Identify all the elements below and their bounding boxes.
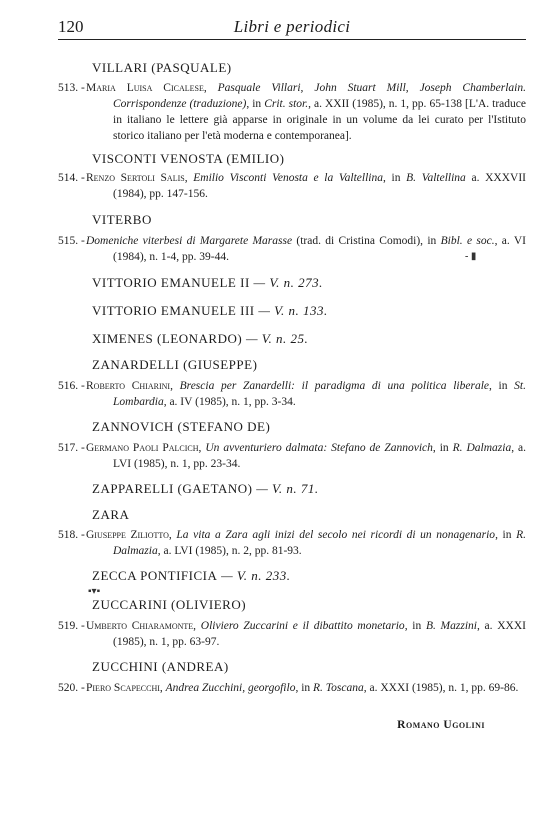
entry-number: 519. - xyxy=(58,620,85,632)
cross-reference: — V. n. 233. xyxy=(217,568,291,583)
cross-ref-heading xyxy=(92,275,323,291)
entry-number: 514. - xyxy=(58,172,85,184)
entry-journal: R. Toscana xyxy=(313,682,364,694)
bibliography-entry xyxy=(58,440,526,472)
entry-title: Andrea Zucchini, georgofilo xyxy=(165,682,296,694)
entry-journal: Crit. stor. xyxy=(264,98,309,110)
cross-reference: — V. n. 273. xyxy=(249,275,323,290)
section-heading: ZARA xyxy=(92,507,130,522)
bibliography-entry xyxy=(58,618,526,650)
entry-pub-prefix: , in xyxy=(495,529,517,541)
cross-reference: — V. n. 133. xyxy=(254,303,328,318)
cross-ref-heading xyxy=(92,481,319,497)
section-heading: ZANNOVICH (STEFANO DE) xyxy=(92,419,271,434)
entry-author: Umberto Chiaramonte xyxy=(86,620,194,632)
ink-mark: ▪▾▪ xyxy=(88,586,101,597)
heading-text: ZECCA PONTIFICIA xyxy=(92,568,218,583)
entry-number: 513. - xyxy=(58,82,85,94)
entry-body: Giuseppe Ziliotto, La vita a Zara agli inizi del secolo nei ricordi di un nonagenario, in R. Dalmazia, a. LVI (1985), n. 2, pp. 81-93. xyxy=(86,529,526,557)
entry-pub-prefix: , in xyxy=(404,620,426,632)
entry-details: , a. LVI (1985), n. 1, pp. 23-34. xyxy=(113,442,527,470)
entry-author: Roberto Chiarini xyxy=(86,380,171,392)
author-signature: Romano Ugolini xyxy=(397,719,485,731)
entry-journal: St. Lombardia xyxy=(113,380,526,408)
entry-author: Germano Paoli Palcich xyxy=(86,442,199,454)
entry-body: Umberto Chiaramonte, Oliviero Zuccarini e il dibattito monetario, in B. Mazzini, a. XXXI (1985), n. 1, pp. 63-97. xyxy=(86,620,526,648)
bibliography-entry xyxy=(58,170,526,202)
entry-author: Renzo Sertoli Salis xyxy=(86,172,185,184)
entry-title: La vita a Zara agli inizi del secolo nei ricordi di un nonagenario xyxy=(176,529,496,541)
entry-journal: Bibl. e soc. xyxy=(440,235,495,247)
entry-pub-prefix: , in xyxy=(489,380,515,392)
bibliography-entry xyxy=(58,80,526,144)
entry-title: Oliviero Zuccarini e il dibattito monetario xyxy=(200,620,405,632)
entry-author: Giuseppe Ziliotto xyxy=(86,529,169,541)
entry-journal: R. Dalmazia xyxy=(113,529,526,557)
running-title: Libri e periodici xyxy=(233,17,351,36)
entry-title: Pasquale Villari, John Stuart Mill, Joseph Chamberlain. Corrispondenze (traduzione) xyxy=(113,82,526,110)
section-heading: VISCONTI VENOSTA (EMILIO) xyxy=(92,151,285,166)
bibliography-entry xyxy=(58,680,526,696)
entry-details: , a. XXXI (1985), n. 1, pp. 69-86. xyxy=(363,682,519,694)
cross-reference: — V. n. 71. xyxy=(252,481,319,496)
entry-body: Maria Luisa Cicalese, Pasquale Villari, John Stuart Mill, Joseph Chamberlain. Corrispondenze (traduzione), in Crit. stor., a. XXII (1985), n. 1, pp. 65-138 [L'A. traduce in italiano le lettere già apparse in originale in un volume da lei curato per l'Istituto storico italiano per l'età moderna e contemporanea]. xyxy=(86,82,526,142)
entry-title: Brescia per Zanardelli: il paradigma di una politica liberale xyxy=(179,380,489,392)
cross-ref-heading xyxy=(92,568,290,584)
entry-number: 518. - xyxy=(58,529,85,541)
cross-reference: — V. n. 25. xyxy=(242,331,309,346)
entry-body: Roberto Chiarini, Brescia per Zanardelli: il paradigma di una politica liberale, in St. Lombardia, a. IV (1985), n. 1, pp. 3-34. xyxy=(86,380,526,408)
bibliography-entry xyxy=(58,378,526,410)
section-heading: ZUCCARINI (OLIVIERO) xyxy=(92,597,247,612)
bibliography-entry xyxy=(58,233,526,265)
entry-title: Emilio Visconti Venosta e la Valtellina xyxy=(193,172,383,184)
entry-body: Germano Paoli Palcich, Un avventuriero dalmata: Stefano de Zannovich, in R. Dalmazia, a. LVI (1985), n. 1, pp. 23-34. xyxy=(86,442,527,470)
section-heading: ZANARDELLI (GIUSEPPE) xyxy=(92,357,258,372)
entry-details: , a. XXII (1985), n. 1, pp. 65-138 [L'A. traduce in italiano le lettere già apparse in originale in un volume da lei curato per l'Istituto storico italiano per l'età moderna e contemporanea]. xyxy=(113,98,526,142)
entry-pub-prefix: , in xyxy=(432,442,453,454)
section-heading: VITERBO xyxy=(92,212,152,227)
entry-details: , a. VI (1984), n. 1-4, pp. 39-44. xyxy=(113,235,526,263)
entry-title: Un avventuriero dalmata: Stefano de Zannovich xyxy=(205,442,433,454)
entry-pub-prefix: , in xyxy=(295,682,314,694)
entry-details: , a. XXXI (1985), n. 1, pp. 63-97. xyxy=(113,620,526,648)
section-heading: ZUCCHINI (ANDREA) xyxy=(92,659,229,674)
ink-mark: - ▮ xyxy=(465,251,477,262)
entry-body: Renzo Sertoli Salis, Emilio Visconti Venosta e la Valtellina, in B. Valtellina a. XXXVII (1984), pp. 147-156. xyxy=(86,172,527,200)
heading-text: ZAPPARELLI (GAETANO) xyxy=(92,481,253,496)
entry-pub-prefix: , in xyxy=(246,98,265,110)
page-number: 120 xyxy=(58,17,84,36)
entry-journal: B. Mazzini xyxy=(425,620,477,632)
entry-journal: B. Valtellina xyxy=(406,172,466,184)
heading-text: VITTORIO EMANUELE II xyxy=(92,275,250,290)
entry-pub-prefix: , in xyxy=(383,172,407,184)
entry-pub-prefix: (trad. di Cristina Comodi), in xyxy=(292,235,441,247)
bibliography-entry xyxy=(58,527,526,559)
entry-details: , a. IV (1985), n. 1, pp. 3-34. xyxy=(163,396,296,408)
entry-number: 520. - xyxy=(58,682,85,694)
entry-details: , a. LVI (1985), n. 2, pp. 81-93. xyxy=(157,545,302,557)
entry-author: Piero Scapecchi xyxy=(86,682,160,694)
heading-text: XIMENES (LEONARDO) xyxy=(92,331,243,346)
page-header xyxy=(58,17,526,40)
heading-text: VITTORIO EMANUELE III xyxy=(92,303,255,318)
section-heading: VILLARI (PASQUALE) xyxy=(92,60,232,75)
cross-ref-heading xyxy=(92,331,308,347)
entry-body: Piero Scapecchi, Andrea Zucchini, georgofilo, in R. Toscana, a. XXXI (1985), n. 1, pp. 69-86. xyxy=(86,682,519,694)
entry-title: Domeniche viterbesi di Margarete Marasse xyxy=(86,235,293,247)
entry-number: 515. - xyxy=(58,235,85,247)
entry-number: 516. - xyxy=(58,380,85,392)
cross-ref-heading xyxy=(92,303,328,319)
entry-author: Maria Luisa Cicalese xyxy=(86,82,204,94)
entry-number: 517. - xyxy=(58,442,85,454)
entry-details: a. XXXVII (1984), pp. 147-156. xyxy=(113,172,527,200)
entry-journal: R. Dalmazia xyxy=(452,442,512,454)
